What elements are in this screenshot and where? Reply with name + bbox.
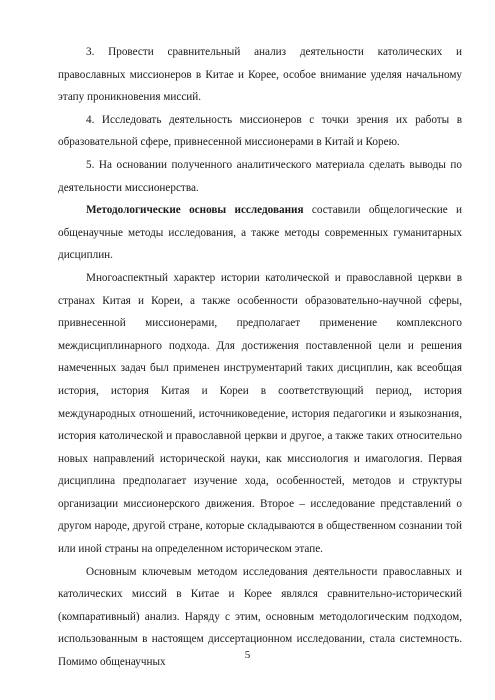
paragraph-task-4 xyxy=(58,109,462,154)
paragraph-text: 4. Исследовать деятельность миссионеров с точки зрения их работы в образовательной сфере, привнесенной миссионерами в Китай и Корею. xyxy=(58,113,462,149)
paragraph-task-5 xyxy=(58,154,462,199)
paragraph-text: составили общелогические и общенаучные методы исследования, а также методы современных гуманитарных дисциплин. xyxy=(58,204,462,262)
body-text xyxy=(58,41,462,674)
page-number: 5 xyxy=(244,649,251,661)
paragraph-text: 3. Провести сравнительный анализ деятельности католических и православных миссионеров в Китае и Корее, особое внимание уделяя начальному этапу проникновения миссий. xyxy=(58,46,462,104)
methodology-heading: Методологические основы исследования xyxy=(86,204,304,217)
paragraph-interdisciplinary xyxy=(58,267,462,561)
paragraph-text: Основным ключевым методом исследования деятельности православных и католических миссий в Китае и Корее являлся сравнительно-исторический (компаративный) анализ. Наряду с этим, основным методологическим подходом, использованным в настоящем диссертационном исследовании, стала системность. Помимо общенаучных xyxy=(58,565,462,669)
paragraph-task-3 xyxy=(58,41,462,109)
paragraph-text: Многоаспектный характер истории католической и православной церкви в странах Китая и Кореи, а также особенности образовательно-научной сферы, привнесенной миссионерами, предполагает применение комплексного междисциплинарного подхода. Для достижения поставленной цели и решения намеченных задач был применен инструментарий таких дисциплин, как всеобщая история, история Китая и Кореи в соответствующий период, история международных отношений, источниковедение, история педагогики и языкознания, история католической и православной церкви и другое, а также таких относительно новых направлений исторической науки, как миссиология и имагология. Первая дисциплина предполагает изучение хода, особенностей, методов и структуры организации миссионерского движения. Второе – исследование представлений о другом народе, другой стране, которые складываются в общественном сознании той или иной страны на определенном историческом этапе. xyxy=(58,271,462,556)
paragraph-methodology xyxy=(58,199,462,267)
paragraph-text: 5. На основании полученного аналитического материала сделать выводы по деятельности миссионерства. xyxy=(58,158,462,194)
